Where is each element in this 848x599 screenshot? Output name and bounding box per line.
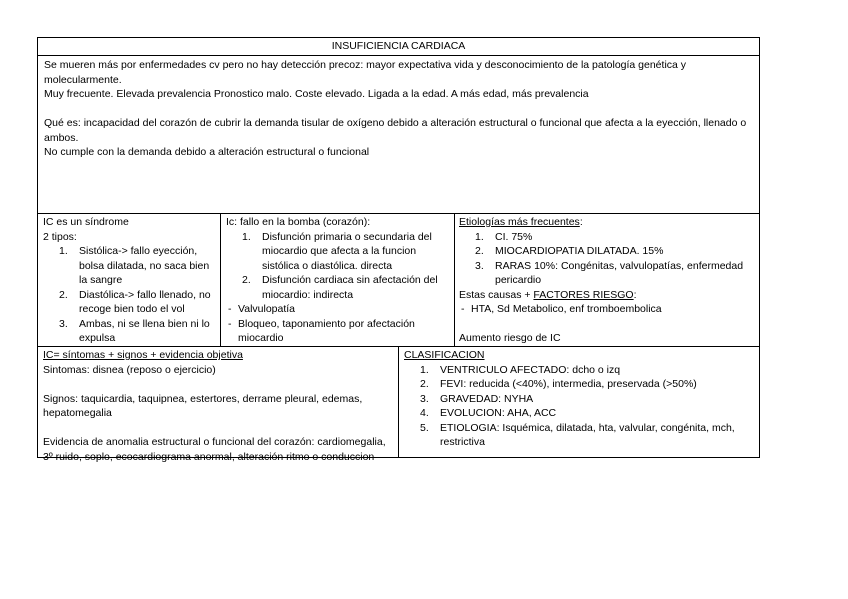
list-item: 3. Ambas, ni se llena bien ni lo expulsa: [59, 317, 210, 344]
clasificacion-list: [404, 363, 754, 450]
document-title: [37, 37, 760, 56]
intro-section: [37, 55, 760, 214]
intro-line-3: Qué es: incapacidad del corazón de cubrir la demanda tisular de oxígeno debido a alteración estructural o funcional que afecta a la eyección, llenado o ambos.: [44, 117, 747, 144]
list-item: 3. RARAS 10%: Congénitas, valvulopatías, enfermedad pericardio: [475, 259, 744, 286]
etiologias-list: [459, 230, 755, 288]
list-item: 1. VENTRICULO AFECTADO: dcho o izq: [420, 363, 621, 376]
etiologias-cell: [454, 213, 760, 347]
list-item: 5. ETIOLOGIA: Isquémica, dilatada, hta, valvular, congénita, mch, restrictiva: [420, 421, 735, 448]
definicion-heading: IC= síntomas + signos + evidencia objetiva: [43, 349, 243, 361]
bomba-list: [226, 230, 449, 303]
list-item: 2. MIOCARDIOPATIA DILATADA. 15%: [475, 245, 664, 257]
list-item: 2. FEVI: reducida (<40%), intermedia, preservada (>50%): [420, 378, 697, 390]
intro-line-4: No cumple con la demanda debido a alteración estructural o funcional: [44, 146, 370, 158]
etiologias-heading: Etiologías más frecuentes:: [459, 216, 583, 228]
list-item: 1. Disfunción primaria o secundaria del miocardio que afecta a la funcion sistólica o diastólica. directa: [242, 230, 432, 272]
list-item: - HTA, Sd Metabolico, enf tromboembolica: [461, 303, 662, 315]
intro-line-2: Muy frecuente. Elevada prevalencia Pronostico malo. Coste elevado. Ligada a la edad. A más edad, más prevalencia: [44, 88, 589, 100]
factores-riesgo-line: Estas causas + FACTORES RIESGO:: [459, 288, 637, 301]
tipos-heading: 2 tipos:: [43, 230, 77, 243]
document-page: [37, 37, 760, 463]
aumento-riesgo: Aumento riesgo de IC: [459, 332, 561, 344]
intro-line-1: Se mueren más por enfermedades cv pero no hay detección precoz: mayor expectativa vida y desconocimiento de la patología genética y molecularmente.: [44, 59, 687, 86]
sindrome-cell: [37, 213, 221, 347]
bomba-cell: [220, 213, 455, 347]
definicion-cell: [37, 346, 399, 463]
sindrome-heading: IC es un síndrome: [43, 216, 129, 228]
list-item: 2. Diastólica-> fallo llenado, no recoge bien todo el vol: [59, 288, 211, 315]
list-item: 1. CI. 75%: [475, 230, 533, 243]
sintomas-text: Sintomas: disnea (reposo o ejercicio): [43, 363, 216, 376]
bomba-heading: Ic: fallo en la bomba (corazón):: [226, 216, 371, 228]
list-item: 3. GRAVEDAD: NYHA: [420, 392, 534, 405]
signos-text: Signos: taquicardia, taquipnea, estertores, derrame pleural, edemas, hepatomegalia: [43, 392, 363, 419]
evidencia-text: Evidencia de anomalia estructural o funcional del corazón: cardiomegalia, 3º ruido, soplo, ecocardiograma anormal, alteración ritmo o conduccion: [43, 436, 386, 463]
list-item: - Valvulopatía: [228, 303, 296, 315]
list-item: 4. EVOLUCION: AHA, ACC: [420, 407, 557, 419]
list-item: 1. Sistólica-> fallo eyección, bolsa dilatada, no saca bien la sangre: [59, 245, 210, 286]
clasificacion-heading: CLASIFICACION: [404, 349, 485, 361]
title-text: INSUFICIENCIA CARDIACA: [331, 40, 466, 52]
bomba-bullets: [226, 302, 449, 346]
tipos-list: [43, 244, 215, 346]
list-item: 2. Disfunción cardiaca sin afectación del miocardio: indirecta: [242, 274, 438, 301]
clasificacion-cell: [398, 346, 760, 458]
list-item: - Bloqueo, taponamiento por afectación miocardio: [228, 317, 415, 344]
factores-bullets: [459, 302, 755, 317]
